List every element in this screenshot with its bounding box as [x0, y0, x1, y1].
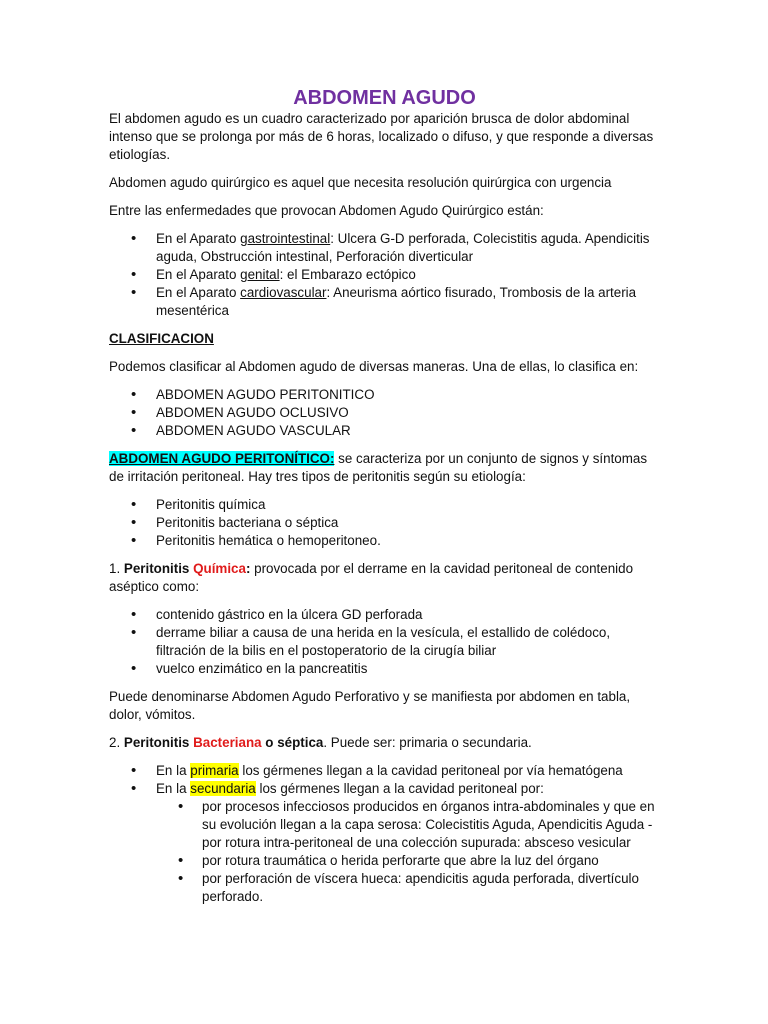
list-item: • Peritonitis bacteriana o séptica: [109, 514, 660, 532]
page-title: ABDOMEN AGUDO: [293, 87, 476, 109]
aparatos-list: [109, 230, 660, 320]
highlight-primaria: primaria: [190, 763, 239, 778]
list-item: • Peritonitis química: [109, 496, 660, 514]
list-item: • En la secundaria los gérmenes llegan a la cavidad peritoneal por: • por procesos infecciosos producidos en órganos intra-abdominales y que en su evolución llegan a la capa serosa: Colecistitis Aguda, Apendicitis Aguda - por rotura intra-peritoneal de una colección supurada: absceso vesicular • por rotura traumática o herida perforarte que abre la luz del órgano • por perforación de víscera hueca: apendicitis aguda perforada, divertículo perforado.: [109, 780, 660, 906]
list-item: • En el Aparato gastrointestinal: Ulcera G-D perforada, Colecistitis aguda. Apendicitis aguda, Obstrucción intestinal, Perforación diverticular: [109, 230, 660, 266]
list-item: • vuelco enzimático en la pancreatitis: [109, 660, 660, 678]
entre-paragraph: Entre las enfermedades que provocan Abdomen Agudo Quirúrgico están:: [109, 203, 544, 218]
term-gastrointestinal: gastrointestinal: [240, 231, 331, 246]
bacteriana-list: [109, 762, 660, 906]
quirurgico-paragraph: Abdomen agudo quirúrgico es aquel que necesita resolución quirúrgica con urgencia: [109, 175, 612, 190]
peritonitico-paragraph: ABDOMEN AGUDO PERITONÍTICO: se caracteriza por un conjunto de signos y síntomas de irritación peritoneal. Hay tres tipos de peritonitis según su etiología:: [109, 451, 648, 484]
list-item: • En la primaria los gérmenes llegan a la cavidad peritoneal por vía hematógena: [109, 762, 660, 780]
list-item: • por perforación de víscera hueca: apendicitis aguda perforada, divertículo perforado.: [156, 870, 660, 906]
secundaria-list: [156, 798, 660, 906]
clasificacion-heading: CLASIFICACION: [109, 331, 214, 346]
list-item: • derrame biliar a causa de una herida en la vesícula, el estallido de colédoco, filtración de la bilis en el postoperatorio de la cirugía biliar: [109, 624, 660, 660]
list-item: • En el Aparato cardiovascular: Aneurisma aórtico fisurado, Trombosis de la arteria mesentérica: [109, 284, 660, 320]
term-cardiovascular: cardiovascular: [240, 285, 327, 300]
quimica-paragraph: 1. Peritonitis Química: provocada por el derrame en la cavidad peritoneal de contenido aséptico como:: [109, 561, 634, 594]
peritonitis-tipos-list: [109, 496, 660, 550]
term-genital: genital: [240, 267, 280, 282]
list-item: • por procesos infecciosos producidos en órganos intra-abdominales y que en su evolución llegan a la capa serosa: Colecistitis Aguda, Apendicitis Aguda - por rotura intra-peritoneal de una colección supurada: absceso vesicular: [156, 798, 660, 852]
list-item: • ABDOMEN AGUDO PERITONITICO: [109, 386, 660, 404]
clasificacion-paragraph: Podemos clasificar al Abdomen agudo de diversas maneras. Una de ellas, lo clasifica en:: [109, 359, 639, 374]
list-item: • En el Aparato genital: el Embarazo ectópico: [109, 266, 660, 284]
perforativo-paragraph: Puede denominarse Abdomen Agudo Perforativo y se manifiesta por abdomen en tabla, dolor, vómitos.: [109, 689, 631, 722]
list-item: • ABDOMEN AGUDO VASCULAR: [109, 422, 660, 440]
list-item: • contenido gástrico en la úlcera GD perforada: [109, 606, 660, 624]
list-item: • por rotura traumática o herida perforarte que abre la luz del órgano: [156, 852, 660, 870]
list-item: • ABDOMEN AGUDO OCLUSIVO: [109, 404, 660, 422]
highlight-secundaria: secundaria: [190, 781, 256, 796]
intro-paragraph: El abdomen agudo es un cuadro caracterizado por aparición brusca de dolor abdominal intenso que se prolonga por más de 6 horas, localizado o difuso, y que responde a diversas etiologías.: [109, 111, 654, 162]
bacteriana-paragraph: 2. Peritonitis Bacteriana o séptica. Puede ser: primaria o secundaria.: [109, 735, 532, 750]
quimica-list: [109, 606, 660, 678]
peritonitico-label: ABDOMEN AGUDO PERITONÍTICO:: [109, 451, 335, 466]
tipos-list: [109, 386, 660, 440]
list-item: • Peritonitis hemática o hemoperitoneo.: [109, 532, 660, 550]
